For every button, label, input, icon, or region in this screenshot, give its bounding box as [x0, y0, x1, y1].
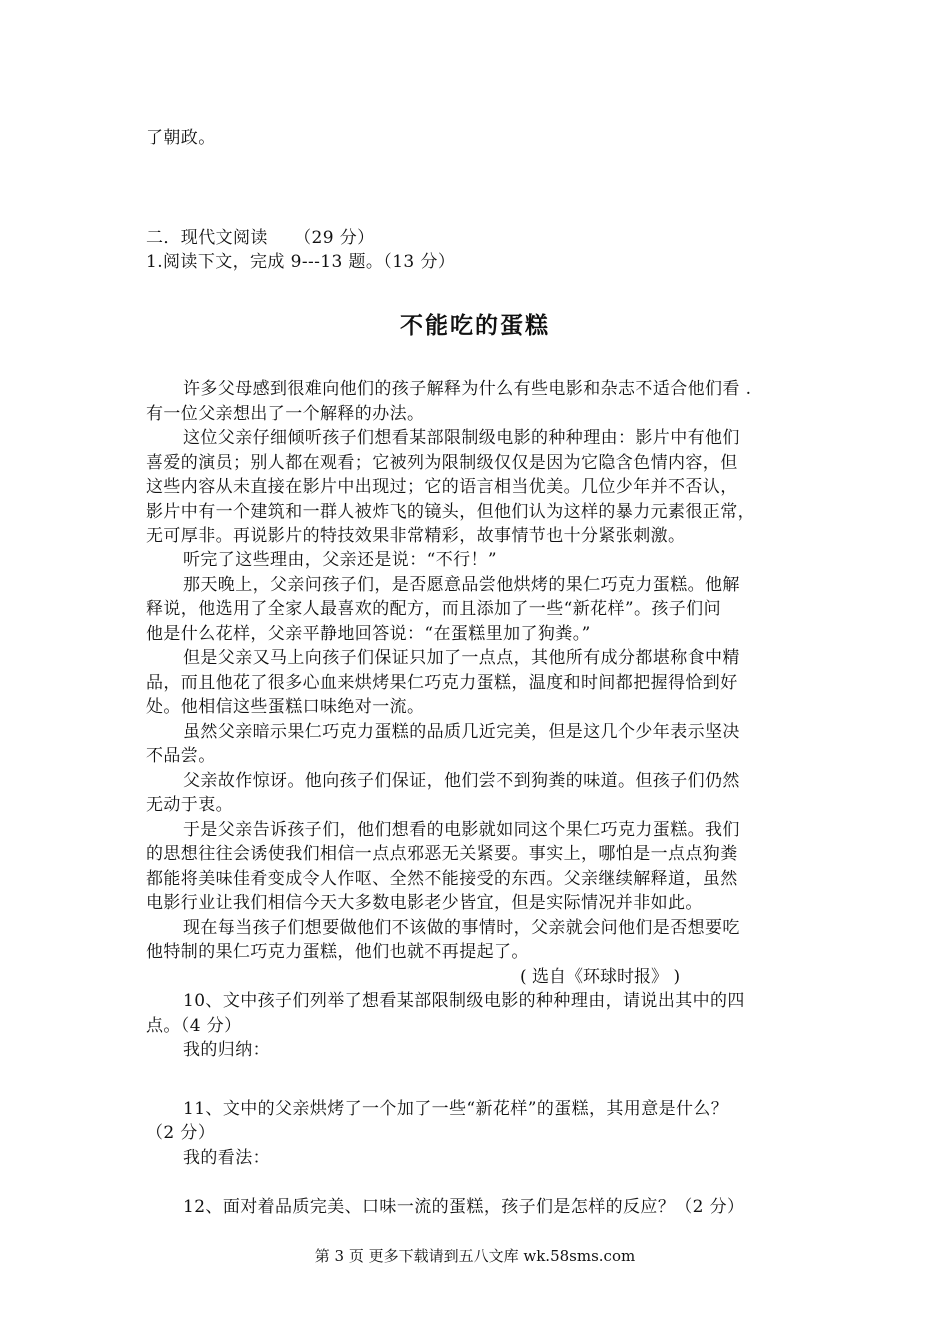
body-line: 喜爱的演员；别人都在观看；它被列为限制级仅仅是因为它隐含色情内容，但 — [146, 453, 738, 473]
question-10-score: 点。（4 分） — [146, 1016, 242, 1036]
body-line: 电影行业让我们相信今天大多数电影老少皆宜，但是实际情况并非如此。 — [146, 893, 703, 913]
body-line: 于是父亲告诉孩子们，他们想看的电影就如同这个果仁巧克力蛋糕。我们 — [183, 820, 740, 840]
body-line: 品，而且他花了很多心血来烘烤果仁巧克力蛋糕，温度和时间都把握得恰到好 — [146, 673, 738, 693]
body-line: 父亲故作惊讶。他向孩子们保证，他们尝不到狗粪的味道。但孩子们仍然 — [183, 771, 740, 791]
page-footer: 第 3 页 更多下载请到五八文库 wk.58sms.com — [314, 1247, 636, 1265]
question-12: 12、面对着品质完美、口味一流的蛋糕，孩子们是怎样的反应？（2 分） — [183, 1197, 745, 1217]
body-line: 他特制的果仁巧克力蛋糕，他们也就不再提起了。 — [146, 942, 529, 962]
body-line: 但是父亲又马上向孩子们保证只加了一点点，其他所有成分都堪称食中精 — [183, 648, 740, 668]
body-line: 虽然父亲暗示果仁巧克力蛋糕的品质几近完美，但是这几个少年表示坚决 — [183, 722, 740, 742]
top-fragment: 了朝政。 — [146, 128, 216, 148]
body-line: 不品尝。 — [146, 746, 216, 766]
body-line: 影片中有一个建筑和一群人被炸飞的镜头，但他们认为这样的暴力元素很正常， — [146, 502, 755, 522]
article-title: 不能吃的蛋糕 — [400, 313, 550, 339]
body-line: 的思想往往会诱使我们相信一点点邪恶无关紧要。事实上，哪怕是一点点狗粪 — [146, 844, 738, 864]
body-line: 都能将美味佳肴变成令人作呕、全然不能接受的东西。父亲继续解释道，虽然 — [146, 869, 738, 889]
body-line: 这些内容从未直接在影片中出现过；它的语言相当优美。几位少年并不否认， — [146, 477, 738, 497]
answer-label: 我的归纳： — [183, 1040, 270, 1060]
body-line: 释说，他选用了全家人最喜欢的配方，而且添加了一些“新花样”。孩子们问 — [146, 599, 721, 619]
body-line: 现在每当孩子们想要做他们不该做的事情时，父亲就会问他们是否想要吃 — [183, 918, 740, 938]
question-11-score: （2 分） — [146, 1123, 216, 1143]
question-10: 10、文中孩子们列举了想看某部限制级电影的种种理由，请说出其中的四 — [183, 991, 745, 1011]
body-line: 有一位父亲想出了一个解释的办法。 — [146, 404, 425, 424]
body-line: 许多父母感到很难向他们的孩子解释为什么有些电影和杂志不适合他们看 . — [183, 379, 752, 399]
body-line: 那天晚上，父亲问孩子们，是否愿意品尝他烘烤的果仁巧克力蛋糕。他解 — [183, 575, 740, 595]
answer-label: 我的看法： — [183, 1148, 270, 1168]
question-intro: 1.阅读下文，完成 9---13 题。（13 分） — [146, 252, 456, 272]
body-line: 处。他相信这些蛋糕口味绝对一流。 — [146, 697, 425, 717]
article-source: ( 选自《环球时报》 ) — [520, 967, 681, 987]
body-line: 无动于衷。 — [146, 795, 233, 815]
body-line: 他是什么花样，父亲平静地回答说：“在蛋糕里加了狗粪。” — [146, 624, 591, 644]
question-11: 11、文中的父亲烘烤了一个加了一些“新花样”的蛋糕，其用意是什么？ — [183, 1099, 729, 1119]
body-line: 听完了这些理由，父亲还是说：“不行！” — [183, 550, 497, 570]
body-line: 这位父亲仔细倾听孩子们想看某部限制级电影的种种理由：影片中有他们 — [183, 428, 740, 448]
body-line: 无可厚非。再说影片的特技效果非常精彩，故事情节也十分紧张刺激。 — [146, 526, 686, 546]
section-heading: 二．现代文阅读 （29 分） — [146, 228, 375, 248]
